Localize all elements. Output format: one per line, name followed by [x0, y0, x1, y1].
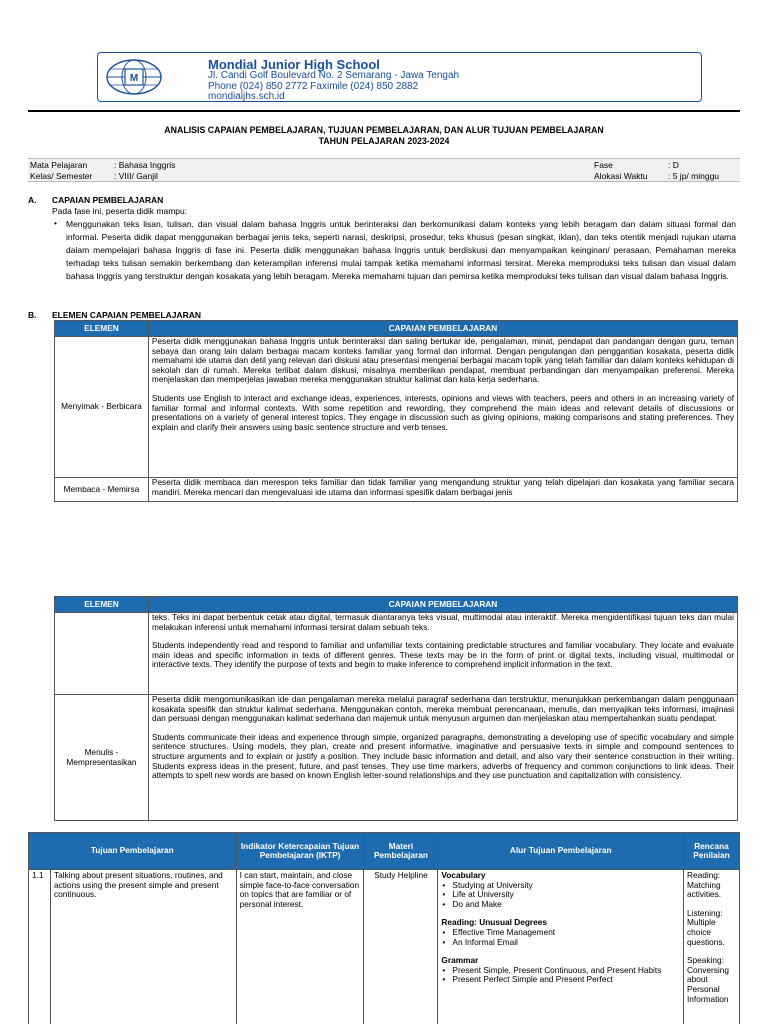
capaian-id-text: Peserta didik membaca dan merespon teks familiar dan tidak familiar yang mengandung struktur yang telah dipelajari dan kosakata yang familiar secara mandiri. Mereka mencari dan mengevaluasi ide utama dan informasi spesifik dalam berbagai jenis [151, 478, 734, 497]
mapel-label: Mata Pelajaran [30, 160, 88, 170]
alokasi-value: : 5 jp/ minggu [668, 171, 720, 181]
school-phone: Phone (024) 850 2772 Faximile (024) 850 2882 [208, 80, 419, 92]
list-item: • Studying at University [441, 881, 680, 891]
capaian-cell [148, 695, 737, 821]
capaian-en-text: Students use English to interact and exchange ideas, experiences, interests, opinions and views with teachers, peers and others in an increasing variety of familiar formal and informal contexts. With some repetition and rewording, they comprehend the main ideas and relevant details of discussions or presentations on a variety of general interest topics. They engage in discussion such as giving opinions, making comparisons and stating preferences. They explain and clarify their answers using basic sentence structure and verb tenses. [151, 393, 734, 432]
col-elemen-header: ELEMEN [55, 597, 149, 613]
col-atp-header: Alur Tujuan Pembelajaran [438, 833, 684, 870]
capaian-id-text: Peserta didik menggunakan bahasa Inggris untuk berinteraksi dan saling bertukar ide, pengalaman, minat, pendapat dan pandangan dengan guru, teman sebaya dan orang lain dalam berbagai macam konteks familiar yang formal dan informal. Dengan pengulangan dan penggantian kosakata, peserta didik memahami ide utama dan detil yang relevan dari diskusi atau presentasi mengenai berbagai macam topik yang telah familiar dan dalam konteks kehidupan di sekolah dan di rumah. Mereka terlibat dalam diskusi, misalnya memberikan pendapat, membuat perbandingan dan menyampaikan preferensi. Mereka menjelaskan dan memperjelas jawaban mereka menggunakan struktur kalimat dan kata kerja sederhana. [151, 336, 734, 385]
fase-label: Fase [594, 160, 613, 170]
reading-heading: Reading: Unusual Degrees [441, 917, 548, 928]
table-row [55, 337, 738, 478]
penilaian-cell [683, 870, 739, 1024]
elemen-table-2 [54, 596, 738, 821]
vocab-list [441, 881, 680, 910]
section-a-intro: Pada fase ini, peserta didik mampu: [52, 206, 188, 216]
elemen-table-1 [54, 320, 738, 502]
bullet-icon: • [54, 218, 57, 228]
vocab-heading: Vocabulary [441, 870, 486, 880]
kelas-label: Kelas/ Semester [30, 171, 93, 181]
svg-text:M: M [129, 73, 139, 84]
table-row [55, 478, 738, 502]
fase-value: : D [668, 160, 679, 170]
mapel-value: : Bahasa Inggris [114, 160, 176, 170]
reading-list [441, 928, 680, 947]
col-elemen-header: ELEMEN [55, 321, 149, 337]
list-item: • An Informal Email [441, 938, 680, 948]
section-a-heading: A. CAPAIAN PEMBELAJARAN [28, 195, 164, 205]
tujuan-pembelajaran-table [28, 832, 740, 1024]
section-a-bullet: Menggunakan teks lisan, tulisan, dan visual dalam bahasa Inggris untuk berinteraksi dan berkomunikasi dalam konteks yang lebih beragam dan dalam situasi formal dan informal. Peserta didik dapat menggunakan berbagai jenis teks, seperti narasi, deskripsi, prosedur, teks khusus (pesan singkat, iklan), dan teks otentik menjadi rujukan utama dalam mempelajari bahasa Inggris di fase ini. Peserta didik menggunakan bahasa Inggris untuk berdiskusi dan menyampaikan keinginan/ perasaan. Pemahaman mereka terhadap teks tulisan semakin berkembang dan keterampilan inferensi mulai tampak ketika memahami informasi tersirat. Mereka memproduksi teks tulisan dan visual dalam bahasa Inggris yang terstruktur dengan kosakata yang lebih beragam. Mereka memahami tujuan dan pemirsa ketika memproduksi teks tulisan dan visual dalam bahasa Inggris. [66, 219, 736, 282]
kelas-value: : VIII/ Ganjil [114, 171, 158, 181]
penilaian-listening: Listening: Multiple choice questions. [686, 907, 725, 947]
table-row [55, 695, 738, 821]
capaian-id-text: Peserta didik mengomunikasikan ide dan pengalaman mereka melalui paragraf sederhana dan terstruktur, menunjukkan perkembangan dalam penggunaan kosakata spesifik dan struktur kalimat sederhana. Menggunakan contoh, mereka membuat perencanaan, menulis, dan menyajikan teks informasi, imajinasi dan persuasi dengan menggunakan kalimat sederhana dan majemuk untuk menyusun argumen dan menjelaskan atau mempertahankan suatu pendapat. [151, 694, 734, 724]
penilaian-reading: Reading: Matching activities. [686, 870, 722, 900]
list-item: • Effective Time Management [441, 928, 680, 938]
elemen-cell: Menyimak - Berbicara [55, 337, 149, 478]
tp-text: Talking about present situations, routines, and actions using the present simple and present continuous. [50, 870, 236, 1024]
capaian-cell [148, 478, 737, 502]
document-year: TAHUN PELAJARAN 2023-2024 [318, 136, 450, 146]
col-capaian-header: CAPAIAN PEMBELAJARAN [148, 597, 737, 613]
section-b-heading: B. ELEMEN CAPAIAN PEMBELAJARAN [28, 310, 202, 320]
list-item: • Do and Make [441, 900, 680, 910]
list-item: • Life at University [441, 890, 680, 900]
atp-cell [438, 870, 684, 1024]
grammar-list [441, 966, 680, 985]
capaian-en-text: Students independently read and respond to familiar and unfamiliar texts containing predictable structures and familiar vocabulary. They locate and evaluate main ideas and specific information in texts of different genres. These texts may be in the form of print or digital texts, including visual, multimodal or interactive texts. They identify the purpose of texts and begin to make inference to comprehend implicit information in the text. [151, 640, 734, 670]
table-row [55, 613, 738, 695]
capaian-cell [148, 337, 737, 478]
capaian-en-text: Students communicate their ideas and experience through simple, organized paragraphs, demonstrating a developing use of specific vocabulary and simple sentence structures. Using models, they plan, create and present informative, imaginative and persuasive texts in simple and compound sentences to structure arguments and to explain or justify a position. They include basic information and detail, and also vary their sentence construction in their writing. Students express ideas in the present, future, and past tenses. They use time markers, adverbs of frequency and common conjunctions to link ideas. Their attempts to spell new words are based on known English letter-sound relationships and they use punctuation and capitalization with consistency. [151, 731, 734, 781]
elemen-cell: Menulis - Mempresentasikan [55, 695, 149, 821]
alokasi-label: Alokasi Waktu [594, 171, 648, 181]
col-tp-header: Tujuan Pembelajaran [29, 833, 237, 870]
col-iktp-header: Indikator Ketercapaian Tujuan Pembelajaran (IKTP) [236, 833, 364, 870]
school-address: Jl. Candi Golf Boulevard No. 2 Semarang - Jawa Tengah [208, 70, 460, 81]
grammar-heading: Grammar [441, 955, 479, 966]
header-divider [28, 110, 740, 112]
col-capaian-header: CAPAIAN PEMBELAJARAN [148, 321, 737, 337]
list-item: • Present Perfect Simple and Present Perfect [441, 975, 680, 985]
school-identity [208, 58, 459, 103]
document-title: ANALISIS CAPAIAN PEMBELAJARAN, TUJUAN PEMBELAJARAN, DAN ALUR TUJUAN PEMBELAJARAN [164, 125, 604, 135]
tp-number: 1.1 [29, 870, 51, 1024]
elemen-cell-empty [55, 613, 149, 695]
school-name: Mondial Junior High School [208, 57, 380, 72]
iktp-text: I can start, maintain, and close simple face-to-face conversation on topics that are familiar or of personal interest. [236, 870, 364, 1024]
elemen-cell: Membaca - Memirsa [55, 478, 149, 502]
school-website[interactable]: mondialjhs.sch.id [208, 91, 285, 102]
capaian-cell [148, 613, 737, 695]
table-row [29, 870, 740, 1024]
col-materi-header: Materi Pembelajaran [364, 833, 438, 870]
penilaian-speaking: Speaking: Conversing about Personal Information [686, 955, 729, 1004]
capaian-id-text: teks. Teks ini dapat berbentuk cetak atau digital, termasuk diantaranya teks visual, multimodal atau interaktif. Mereka mengidentifikasi tujuan teks dan mulai melakukan inferensi untuk memahami informasi tersirat dalam sebuah teks. [151, 612, 734, 632]
list-item: • Present Simple, Present Continuous, and Present Habits [441, 966, 680, 976]
materi-text: Study Helpline [364, 870, 438, 1024]
col-penilaian-header: Rencana Penilaian [683, 833, 739, 870]
school-logo-icon [104, 57, 164, 97]
